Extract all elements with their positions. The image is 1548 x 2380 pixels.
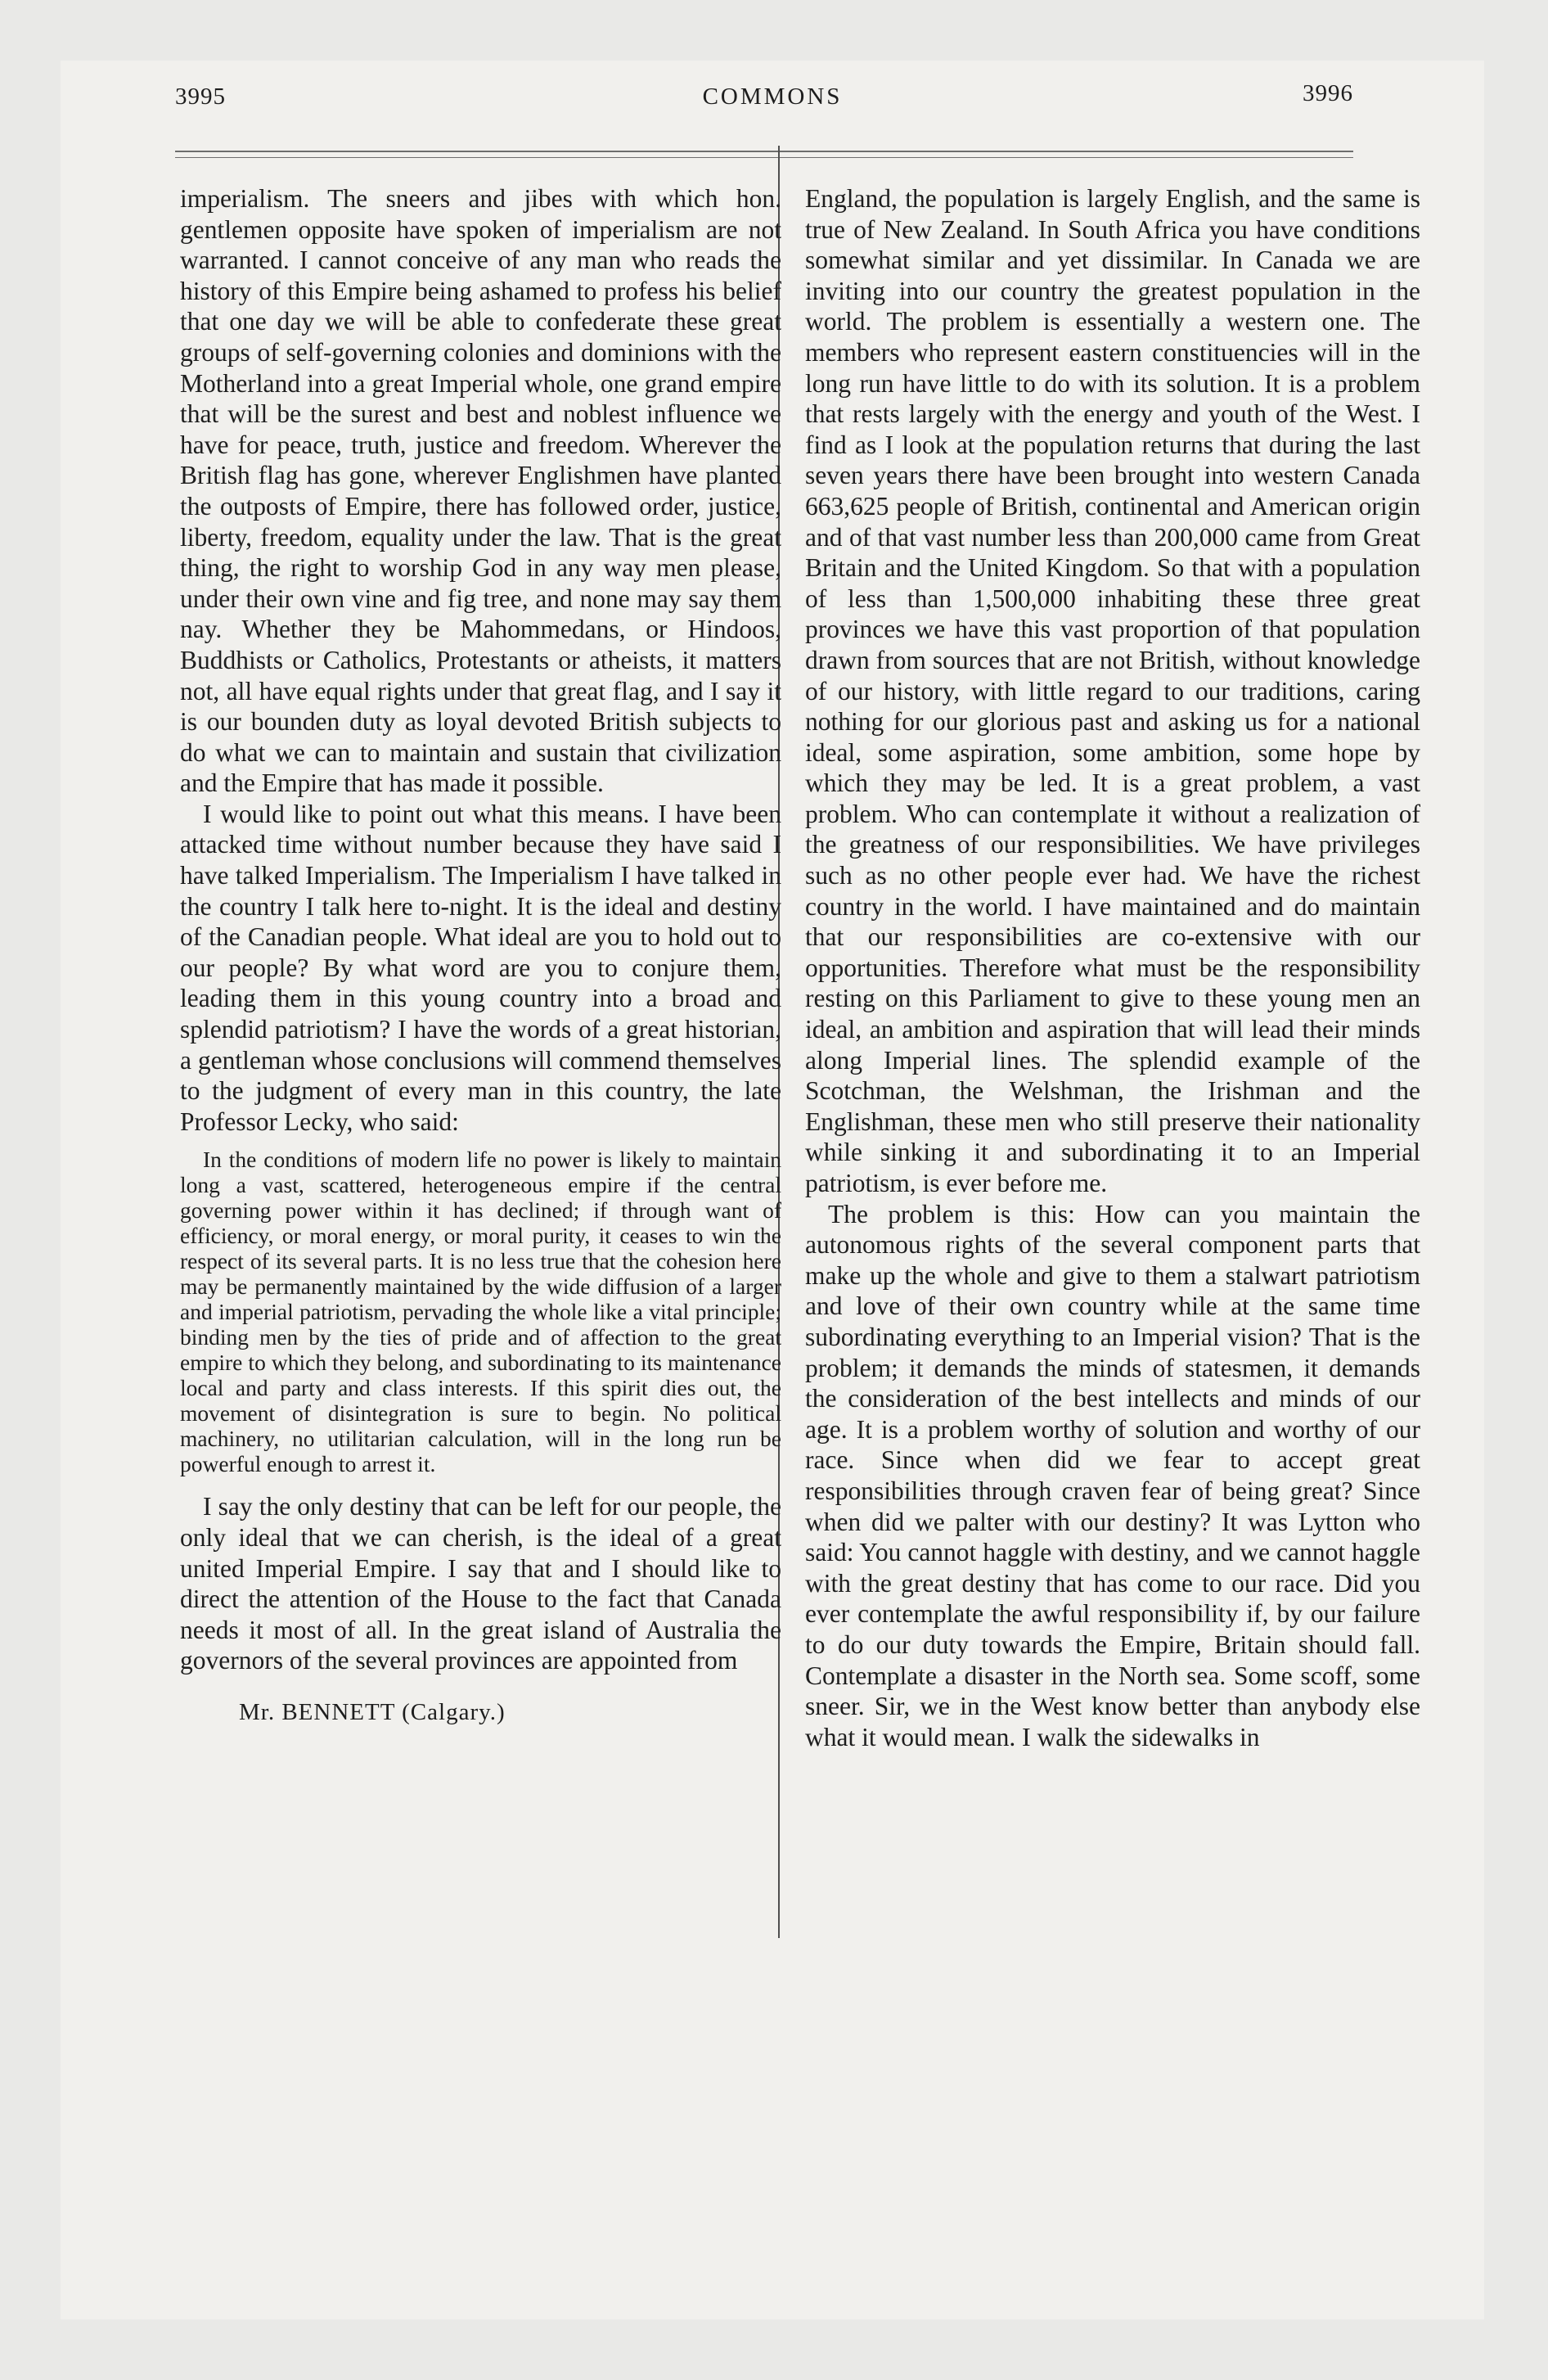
right-column [805,183,1420,1752]
header-rule-thin [175,157,1353,158]
section-title: COMMONS [702,83,843,110]
paragraph: England, the population is largely English, and the same is true of New Zealand. In South Africa you have conditions somewhat similar and yet dissimilar. In Canada we are inviting into our country the greatest population in the world. The problem is essentially a western one. The members who represent eastern constituencies will in the long run have little to do with its solution. It is a problem that rests largely with the energy and youth of the West. I find as I look at the population returns that during the last seven years there have been brought into western Canada 663,625 people of British, continental and American origin and of that vast number less than 200,000 came from Great Britain and the United Kingdom. So that with a population of less than 1,500,000 inhabiting these three great provinces we have this vast proportion of that population drawn from sources that are not British, without knowledge of our history, with little regard to our traditions, caring nothing for our glorious past and asking us for a national ideal, some aspiration, some ambition, some hope by which they may be led. It is a great problem, a vast problem. Who can contemplate it without a realization of the greatness of our responsibilities. We have privileges such as no other people ever had. We have the richest country in the world. I have maintained and do maintain that our responsibilities are co-extensive with our opportunities. Therefore what must be the responsibility resting on this Parliament to give to these young men an ideal, an ambition and aspiration that will lead their minds along Imperial lines. The splendid example of the Scotchman, the Welshman, the Irishman and the Englishman, these men who still preserve their nationality while sinking it and subordinating it to an Imperial patriotism, is ever before me. [805,184,1420,1197]
paragraph: imperialism. The sneers and jibes with which hon. gentlemen opposite have spoken of imperialism are not warranted. I cannot conceive of any man who reads the history of this Empire being ashamed to profess his belief that one day we will be able to confederate these great groups of self-governing colonies and dominions with the Motherland into a great Imperial whole, one grand empire that will be the surest and best and noblest influence we have for peace, truth, justice and freedom. Wherever the British flag has gone, wherever Englishmen have planted the outposts of Empire, there has followed order, justice, liberty, freedom, equality under the law. That is the great thing, the right to worship God in any way men please, under their own vine and fig tree, and none may say them nay. Whether they be Mahommedans, or Hindoos, Buddhists or Catholics, Protestants or atheists, it matters not, all have equal rights under that great flag, and I say it is our bounden duty as loyal devoted British subjects to do what we can to maintain and sustain that civilization and the Empire that has made it possible. [180,184,781,798]
header-rule [175,151,1353,152]
paragraph: The problem is this: How can you maintain the autonomous rights of the several component parts that make up the whole and give to them a stalwart patriotism and love of their own country while at the same time subordinating everything to an Imperial vision? That is the problem; it demands the minds of statesmen, it demands the consideration of the best intellects and minds of our age. It is a problem worthy of solution and worthy of our race. Since when did we fear to accept great responsibilities through craven fear of being great? Since when did we palter with our destiny? It was Lytton who said: You cannot haggle with destiny, and we cannot haggle with the great destiny that has come to our race. Did you ever contemplate the awful responsibility if, by our failure to do our duty towards the Empire, Britain should fall. Contemplate a disaster in the North sea. Some scoff, some sneer. Sir, we in the West know better than anybody else what it would mean. I walk the sidewalks in [805,1199,1420,1751]
page-number-right: 3996 [1303,80,1353,106]
running-header [61,61,1484,159]
left-column [180,183,781,1729]
document-page [61,61,1484,2319]
paragraph: I say the only destiny that can be left for our people, the only ideal that we can cherish, is the ideal of a great united Imperial Empire. I say that and I should like to direct the attention of the House to the fact that Canada needs it most of all. In the great island of Australia the governors of the several provinces are appointed from [180,1492,781,1675]
speaker-attribution: Mr. BENNETT (Calgary.) [239,1698,506,1725]
block-quote: In the conditions of modern life no power is likely to maintain long a vast, scattered, heterogeneous empire if the central governing power within it has declined; if through want of efficiency, or moral energy, or moral purity, it ceases to win the respect of its several parts. It is no less true that the cohesion here may be permanently maintained by the wide diffusion of a larger and imperial patriotism, pervading the whole like a vital principle; binding men by the ties of pride and of affection to the great empire to which they belong, and subordinating to its maintenance local and party and class interests. If this spirit dies out, the movement of disintegration is sure to begin. No political machinery, no utilitarian calculation, will in the long run be powerful enough to arrest it. [180,1147,781,1477]
paragraph: I would like to point out what this means. I have been attacked time without number because they have said I have talked Imperialism. The Imperialism I have talked in the country I talk here to-night. It is the ideal and destiny of the Canadian people. What ideal are you to hold out to our people? By what word are you to conjure them, leading them in this young country into a broad and splendid patriotism? I have the words of a great historian, a gentleman whose conclusions will commend themselves to the judgment of every man in this country, the late Professor Lecky, who said: [180,799,781,1136]
page-number-left: 3995 [175,83,226,110]
